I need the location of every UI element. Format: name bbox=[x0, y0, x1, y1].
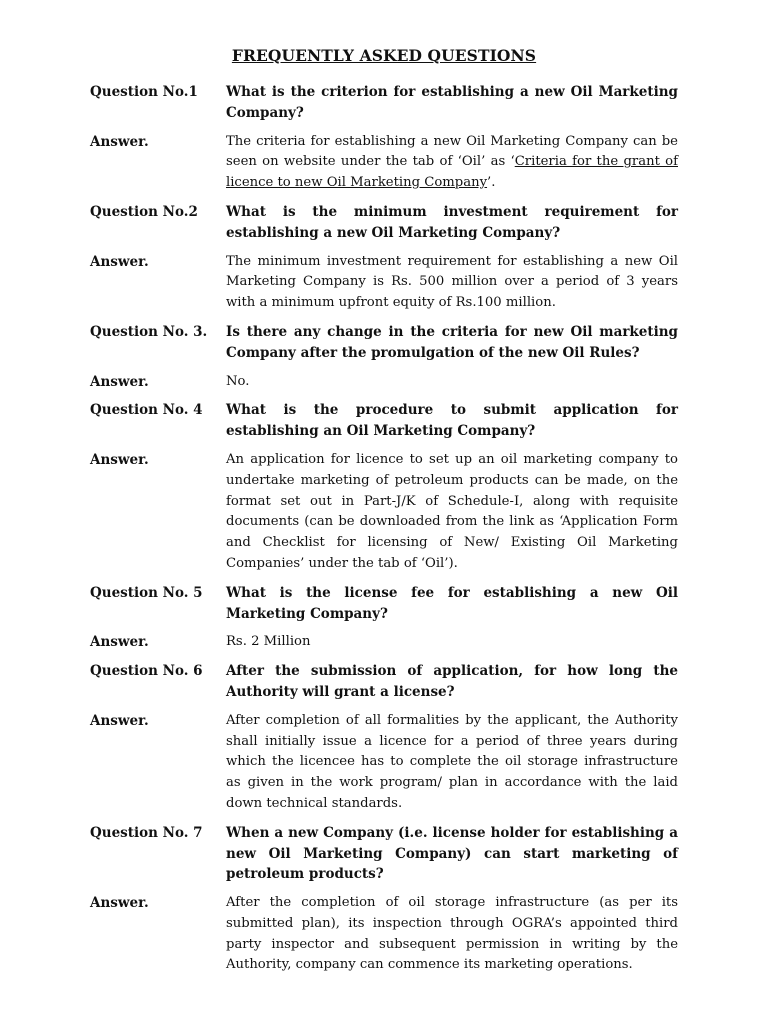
question-label: Question No.2 bbox=[90, 203, 198, 220]
answer-text: No. bbox=[226, 373, 250, 389]
question-label: Question No. 5 bbox=[90, 584, 203, 601]
question-row bbox=[90, 661, 678, 703]
answer-row bbox=[90, 450, 678, 575]
answer-row bbox=[90, 893, 678, 976]
answer-text-part: The criteria for establishing a new Oil Marketing Company can be seen on website under the tab of ‘Oil’ as ‘ bbox=[226, 133, 678, 170]
answer-text-part: ’. bbox=[487, 175, 496, 191]
question-label: Question No. 4 bbox=[90, 402, 203, 419]
answer-text: After the completion of oil storage infrastructure (as per its submitted plan), its inspection through OGRA’s appointed third party inspector and subsequent permission in writing by the Authority, company can commence its marketing operations. bbox=[226, 895, 678, 973]
question-text: When a new Company (i.e. license holder for establishing a new Oil Marketing Company) can start marketing of petroleum products? bbox=[226, 824, 678, 883]
answer-label: Answer. bbox=[90, 451, 149, 468]
question-text: What is the criterion for establishing a new Oil Marketing Company? bbox=[226, 84, 678, 121]
question-text: After the submission of application, for how long the Authority will grant a license? bbox=[226, 663, 678, 700]
question-text: What is the license fee for establishing a new Oil Marketing Company? bbox=[226, 584, 678, 622]
answer-row bbox=[90, 132, 678, 194]
answer-text: An application for licence to set up an oil marketing company to undertake marketing of petroleum products can be made, on the format set out in Part-J/K of Schedule-I, along with requisite documents (can be downloaded from the link as ‘Application Form and Checklist for licensing of New/ Existing Oil Marketing Companies’ under the tab of ‘Oil’). bbox=[226, 451, 678, 571]
question-row bbox=[90, 400, 678, 442]
answer-label: Answer. bbox=[90, 895, 149, 912]
faq-list bbox=[90, 82, 678, 984]
answer-row bbox=[90, 711, 678, 815]
question-label: Question No. 3. bbox=[90, 323, 208, 340]
question-label: Question No. 7 bbox=[90, 824, 203, 841]
answer-label: Answer. bbox=[90, 712, 149, 729]
question-text: What is the procedure to submit application for establishing an Oil Marketing Company? bbox=[226, 402, 678, 440]
question-label: Question No. 6 bbox=[90, 663, 203, 680]
question-text: What is the minimum investment requirement for establishing a new Oil Marketing Company? bbox=[226, 203, 678, 241]
answer-label: Answer. bbox=[90, 373, 149, 390]
question-row bbox=[90, 322, 678, 364]
answer-row bbox=[90, 632, 678, 653]
question-row bbox=[90, 82, 678, 124]
answer-label: Answer. bbox=[90, 253, 149, 270]
answer-row bbox=[90, 252, 678, 314]
question-row bbox=[90, 823, 678, 885]
answer-row bbox=[90, 372, 678, 393]
criteria-link[interactable]: Criteria for the grant of licence to new Oil Marketing Company bbox=[226, 154, 678, 191]
question-label: Question No.1 bbox=[90, 84, 198, 100]
answer-label: Answer. bbox=[90, 634, 149, 651]
question-row bbox=[90, 583, 678, 625]
answer-text: After completion of all formalities by the applicant, the Authority shall initially issue a licence for a period of three years during which the licencee has to complete the oil storage infrastructure as given in the work program/ plan in accordance with the laid down technical standards. bbox=[226, 712, 678, 811]
answer-text: Rs. 2 Million bbox=[226, 634, 311, 650]
answer-text: The minimum investment requirement for establishing a new Oil Marketing Company is Rs. 500 million over a period of 3 years with a minimum upfront equity of Rs.100 million. bbox=[226, 253, 678, 311]
answer-label: Answer. bbox=[90, 133, 149, 150]
answer-text bbox=[226, 132, 678, 194]
question-row bbox=[90, 202, 678, 244]
page-title: FREQUENTLY ASKED QUESTIONS bbox=[231, 46, 537, 65]
question-text: Is there any change in the criteria for new Oil marketing Company after the promulgation of the new Oil Rules? bbox=[226, 323, 678, 361]
